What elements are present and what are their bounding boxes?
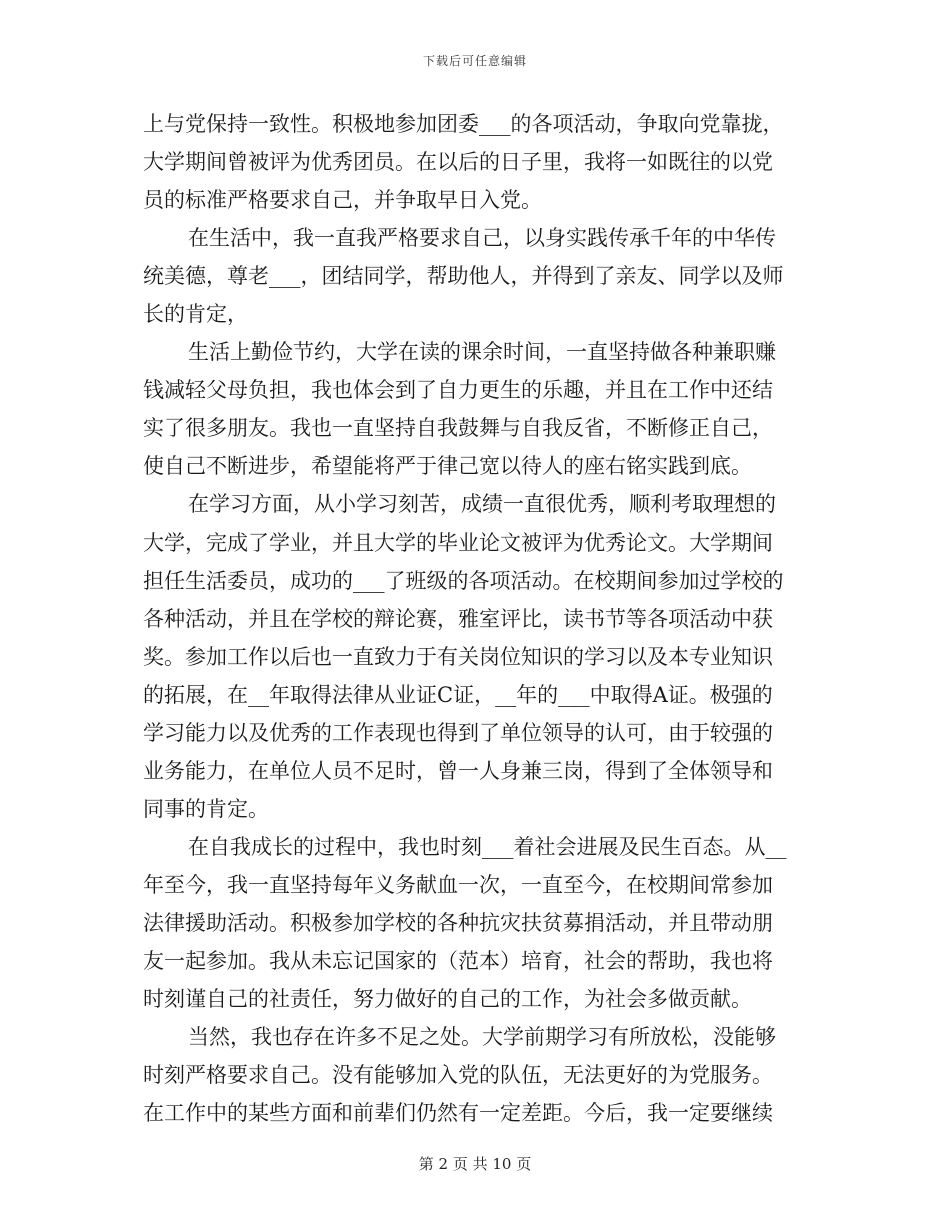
text-line: 员的标准严格要求自己，并争取早日入党。 — [143, 188, 542, 213]
paragraph-first-line: 在生活中，我一直我严格要求自己，以身实践传承千年的中华传 — [188, 226, 776, 251]
text-line: 各种活动，并且在学校的辩论赛，雅室评比，读书节等各项活动中获 — [143, 606, 773, 631]
text-line: 业务能力，在单位人员不足时，曾一人身兼三岗，得到了全体领导和 — [143, 758, 773, 783]
page-number: 第 2 页 共 10 页 — [418, 1155, 532, 1173]
text-line: 时刻谨自己的社责任，努力做好的自己的工作，为社会多做贡献。 — [143, 987, 752, 1012]
paragraph-first-line: 当然，我也存在许多不足之处。大学前期学习有所放松，没能够 — [188, 1025, 776, 1050]
text-line: 的拓展，在__年取得法律从业证C证，__年的___中取得A证。极强的 — [143, 682, 773, 707]
paragraph-first-line: 生活上勤俭节约，大学在读的课余时间，一直坚持做各种兼职赚 — [188, 340, 776, 365]
text-line: 实了很多朋友。我也一直坚持自我鼓舞与自我反省，不断修正自己， — [143, 416, 773, 441]
text-line: 在工作中的某些方面和前辈们仍然有一定差距。今后，我一定要继续 — [143, 1101, 773, 1126]
paragraph-first-line: 在自我成长的过程中，我也时刻___着社会进展及民生百态。从__ — [188, 834, 787, 859]
text-line: 长的肯定， — [143, 302, 248, 327]
text-line: 学习能力以及优秀的工作表现也得到了单位领导的认可，由于较强的 — [143, 720, 773, 745]
text-line: 奖。参加工作以后也一直致力于有关岗位知识的学习以及本专业知识 — [143, 644, 773, 669]
text-line: 钱减轻父母负担，我也体会到了自力更生的乐趣，并且在工作中还结 — [143, 378, 773, 403]
header-note: 下载后可任意编辑 — [422, 54, 527, 68]
text-line: 上与党保持一致性。积极地参加团委___的各项活动，争取向党靠拢， — [143, 112, 784, 136]
paragraph-first-line: 在学习方面，从小学习刻苦，成绩一直很优秀，顺利考取理想的 — [188, 492, 776, 517]
text-line: 使自己不断进步，希望能将严于律己宽以待人的座右铭实践到底。 — [143, 454, 752, 479]
body-text — [143, 105, 811, 1132]
text-line: 担任生活委员，成功的___了班级的各项活动。在校期间参加过学校的 — [143, 568, 784, 593]
text-line: 法律援助活动。积极参加学校的各种抗灾扶贫募捐活动，并且带动朋 — [143, 910, 773, 935]
text-line: 同事的肯定。 — [143, 796, 269, 821]
text-line: 年至今，我一直坚持每年义务献血一次，一直至今，在校期间常参加 — [143, 872, 773, 897]
text-line: 大学，完成了学业，并且大学的毕业论文被评为优秀论文。大学期间 — [143, 530, 773, 555]
text-line: 友一起参加。我从未忘记国家的（范本）培育，社会的帮助，我也将 — [143, 949, 773, 974]
text-line: 时刻严格要求自己。没有能够加入党的队伍，无法更好的为党服务。 — [143, 1063, 773, 1088]
text-line: 大学期间曾被评为优秀团员。在以后的日子里，我将一如既往的以党 — [143, 150, 773, 175]
text-line: 统美德，尊老___，团结同学，帮助他人，并得到了亲友、同学以及师 — [143, 264, 784, 289]
